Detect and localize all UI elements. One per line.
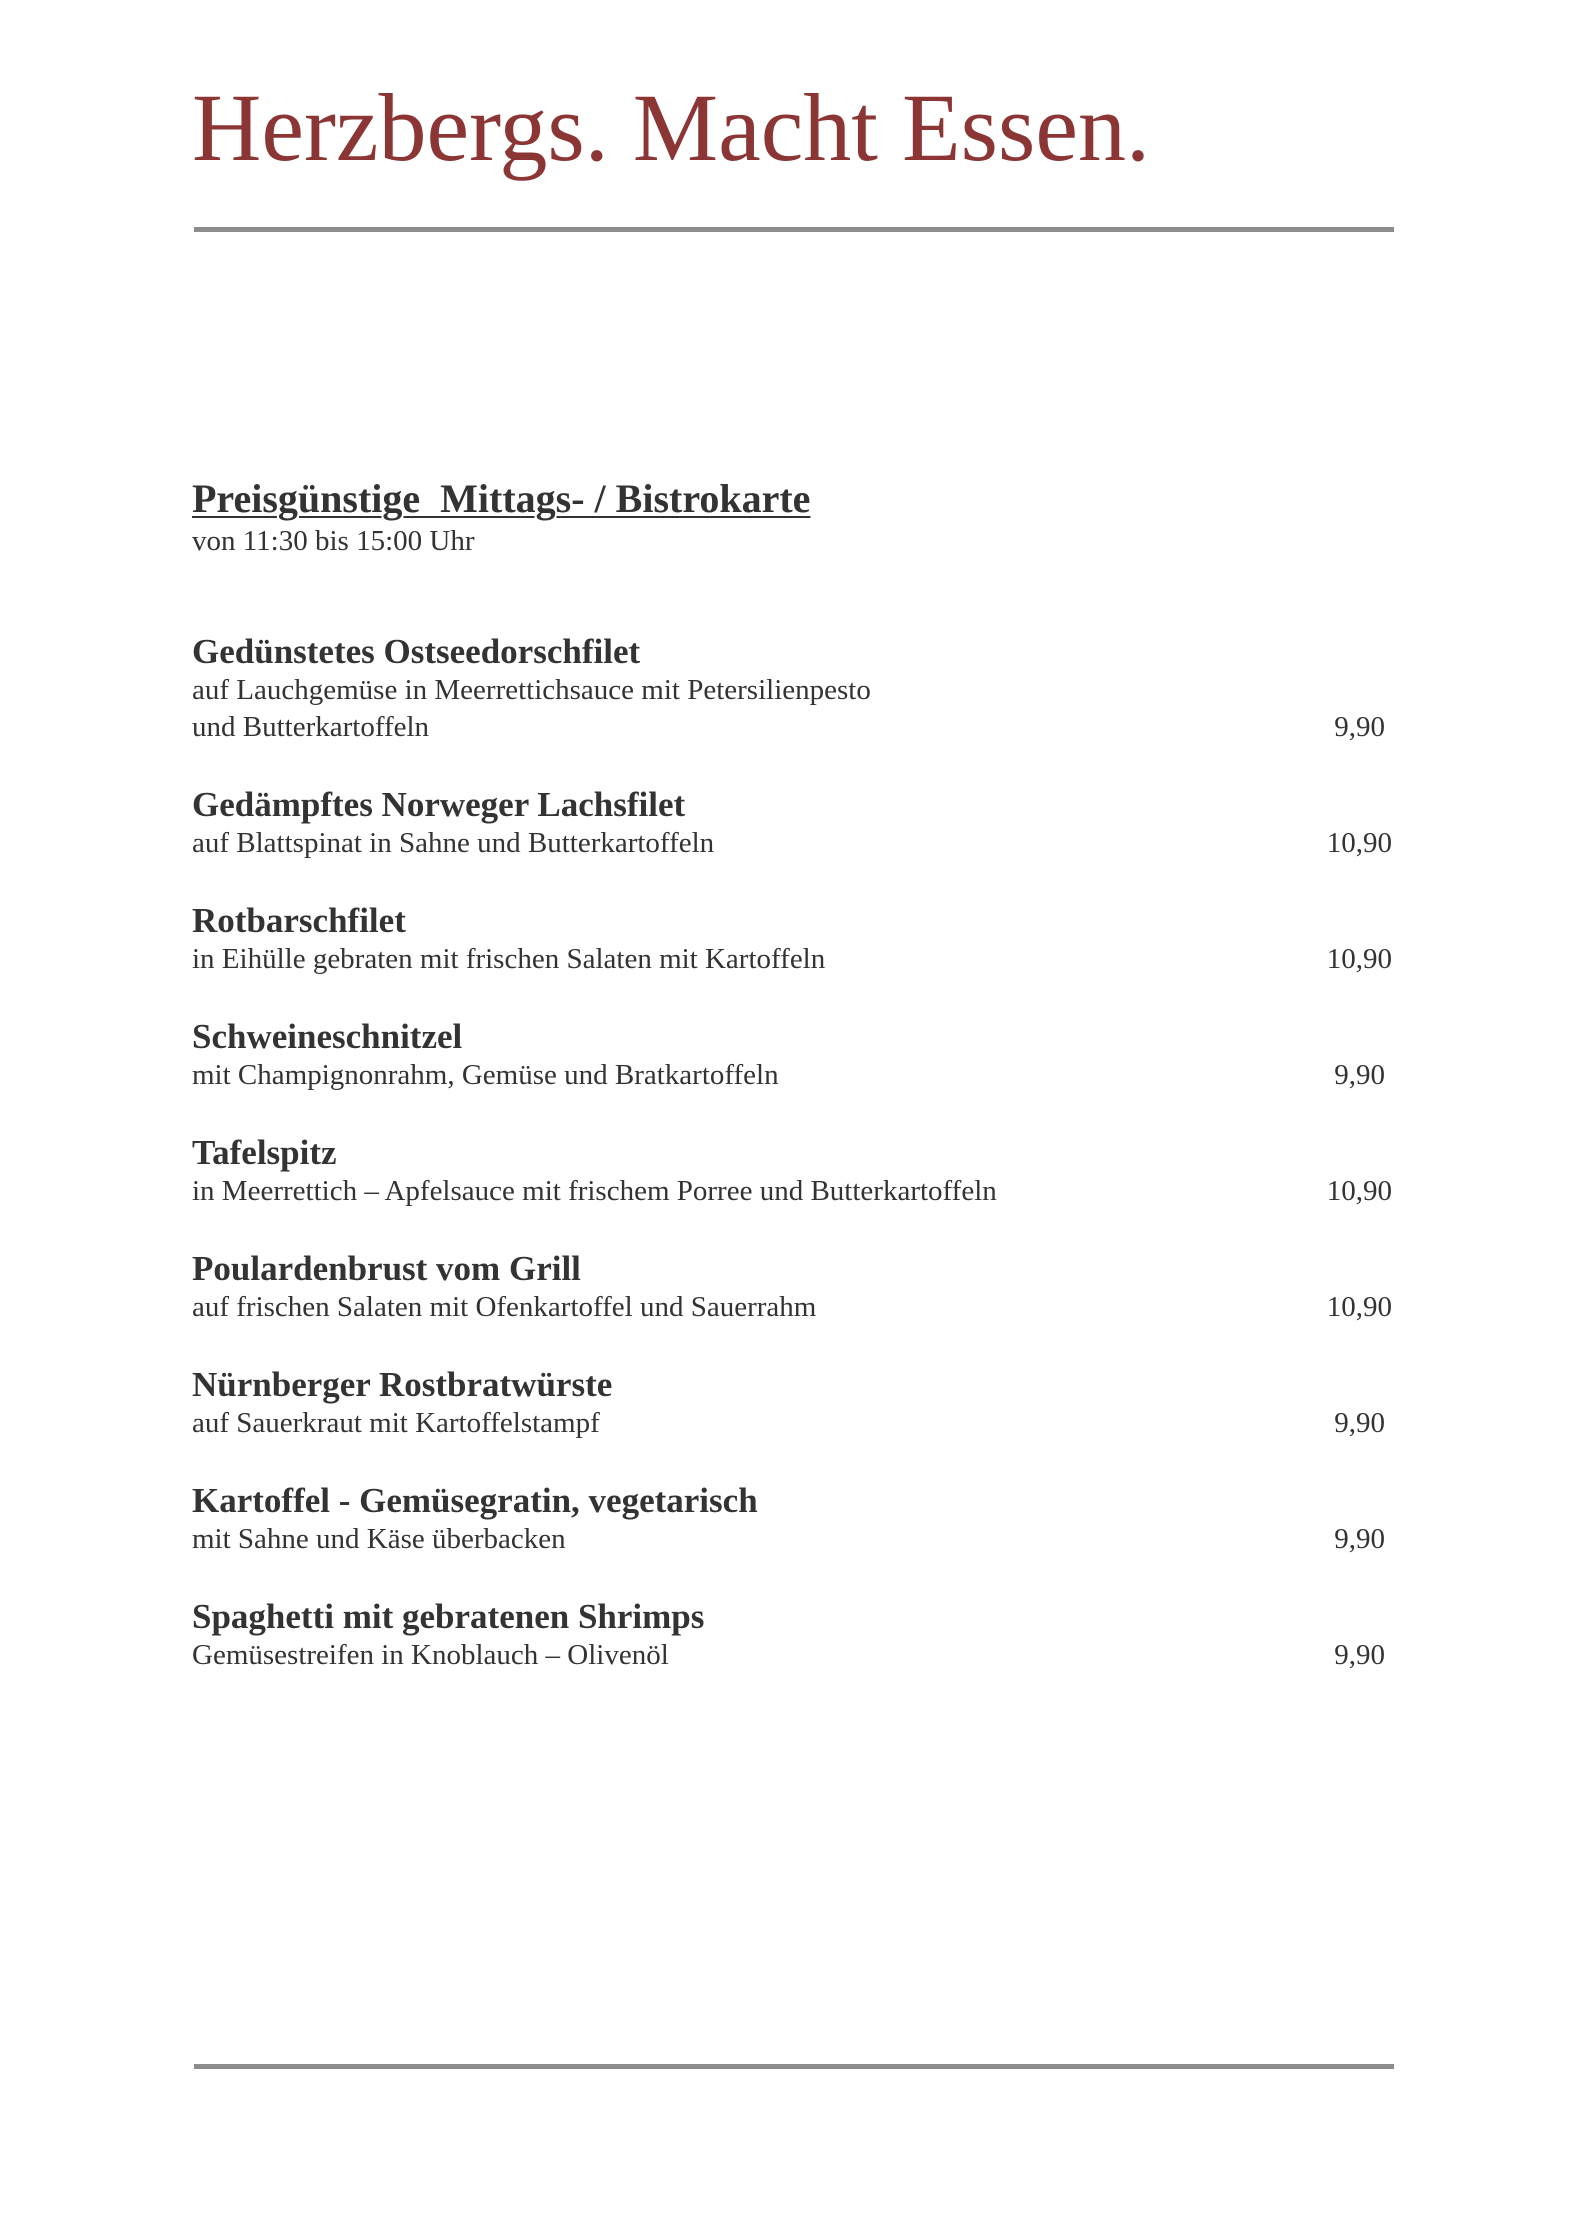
dish-item [192,1017,1392,1094]
bottom-divider [194,2064,1394,2069]
dish-price: 10,90 [1326,943,1392,975]
dish-description: mit Champignonrahm, Gemüse und Bratkartoffeln [192,1059,779,1091]
dish-description: auf Lauchgemüse in Meerrettichsauce mit Petersilienpesto und Butterkartoffeln [192,674,871,743]
dish-name: Rotbarschfilet [192,901,406,940]
dish-description: Gemüsestreifen in Knoblauch – Olivenöl [192,1639,669,1671]
dish-item [192,1133,1392,1210]
top-divider [194,227,1394,232]
dish-price: 9,90 [1334,1523,1385,1555]
dish-price: 10,90 [1326,1291,1392,1323]
dish-price: 10,90 [1326,1175,1392,1207]
dish-name: Tafelspitz [192,1133,337,1172]
dish-name: Gedünstetes Ostseedorschfilet [192,632,641,671]
dish-name: Schweineschnitzel [192,1017,463,1056]
dish-description: mit Sahne und Käse überbacken [192,1523,566,1555]
dish-price: 9,90 [1334,1639,1385,1671]
dish-item [192,785,1392,862]
dish-description: auf Sauerkraut mit Kartoffelstampf [192,1407,600,1439]
dish-name: Nürnberger Rostbratwürste [192,1365,613,1404]
menu-hours: von 11:30 bis 15:00 Uhr [192,525,475,557]
dish-name: Gedämpftes Norweger Lachsfilet [192,785,686,824]
dish-description: in Meerrettich – Apfelsauce mit frischem Porree und Butterkartoffeln [192,1175,997,1207]
dish-description: in Eihülle gebraten mit frischen Salaten mit Kartoffeln [192,943,826,975]
dish-item [192,901,1392,978]
dish-price: 9,90 [1334,1407,1385,1439]
dish-item [192,632,1392,746]
dish-price: 10,90 [1326,827,1392,859]
dish-item [192,1597,1392,1674]
dish-name: Poulardenbrust vom Grill [192,1249,581,1288]
dish-item [192,1365,1392,1442]
dish-name: Kartoffel - Gemüsegratin, vegetarisch [192,1481,758,1520]
dish-price: 9,90 [1334,711,1385,743]
dish-price: 9,90 [1334,1059,1385,1091]
menu-heading: Preisgünstige Mittags- / Bistrokarte [192,476,811,521]
dish-name: Spaghetti mit gebratenen Shrimps [192,1597,705,1636]
dish-description: auf frischen Salaten mit Ofenkartoffel und Sauerrahm [192,1291,817,1323]
dish-item [192,1249,1392,1326]
dish-item [192,1481,1392,1558]
dish-description: auf Blattspinat in Sahne und Butterkartoffeln [192,827,715,859]
brand-title: Herzbergs. Macht Essen. [192,74,1150,181]
